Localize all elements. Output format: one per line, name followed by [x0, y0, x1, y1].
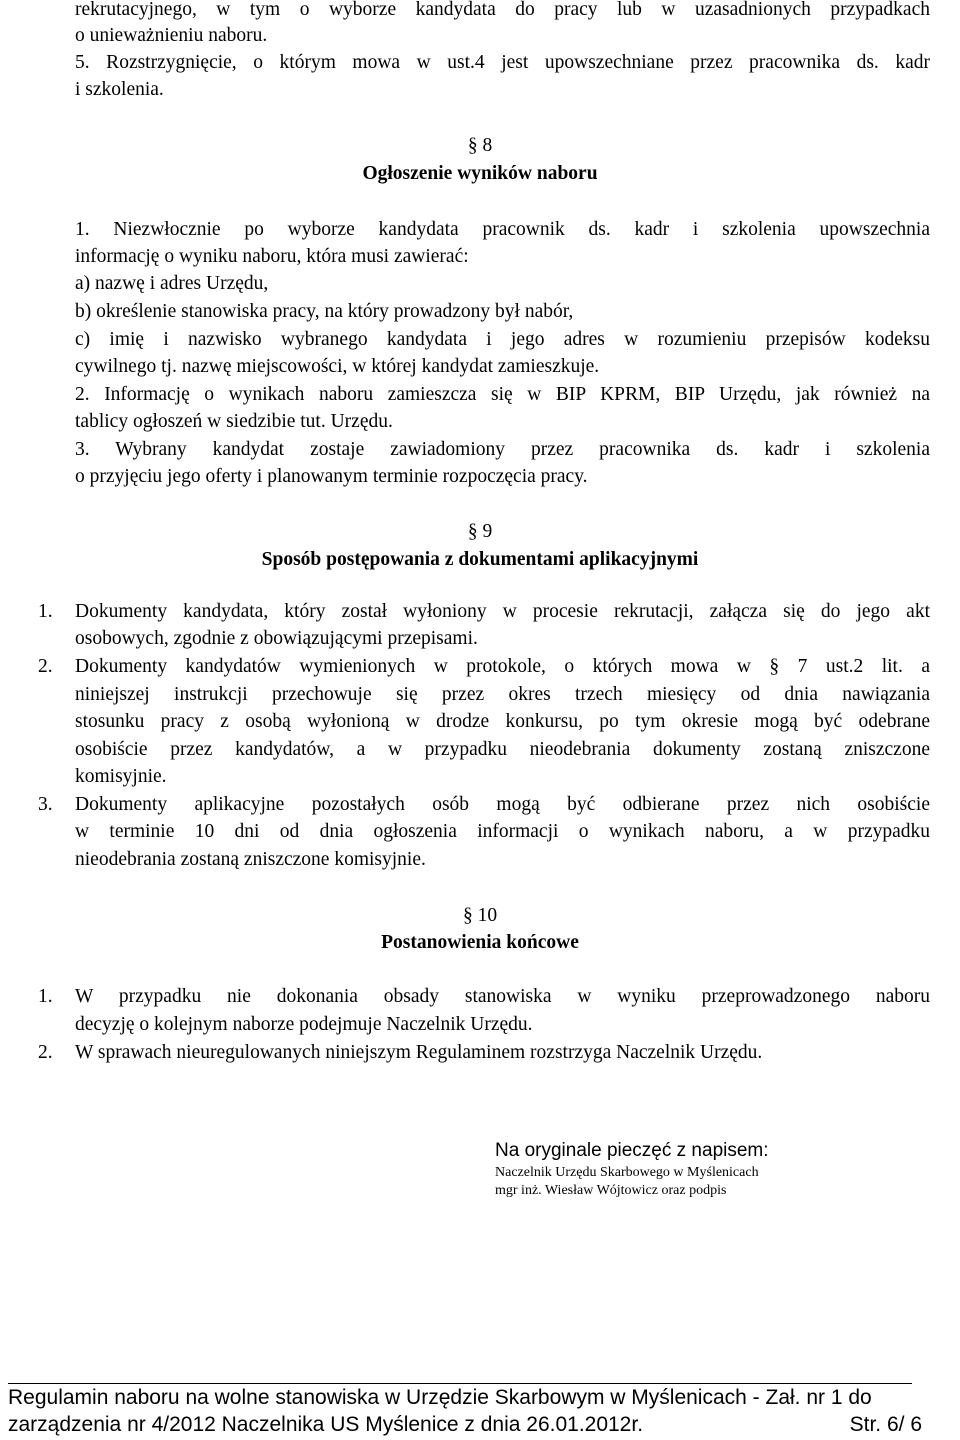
s8-line-2: informację o wyniku naboru, która musi zawierać: — [75, 246, 469, 267]
intro-line-4: i szkolenia. — [75, 79, 164, 100]
s9-item-2-line-3: stosunku pracy z osobą wyłonioną w drodze konkursu, po tym okresie mogą być odebrane — [75, 711, 930, 732]
intro-line-2: o unieważnieniu naboru. — [75, 25, 268, 46]
section-8-title: Ogłoszenie wyników naboru — [362, 163, 598, 184]
s9-item-2-number: 2. — [38, 656, 53, 677]
section-10-title: Postanowienia końcowe — [381, 932, 579, 953]
s8-line-5: c) imię i nazwisko wybranego kandydata i jego adres w rozumieniu przepisów kodeksu — [75, 329, 930, 350]
s8-line-6: cywilnego tj. nazwę miejscowości, w której kandydat zamieszkuje. — [75, 356, 600, 377]
s9-item-1-line-1: Dokumenty kandydata, który został wyłoniony w procesie rekrutacji, załącza się do jego akt — [75, 601, 930, 622]
s8-line-3: a) nazwę i adres Urzędu, — [75, 273, 269, 294]
section-8-number: § 8 — [467, 135, 493, 156]
s10-item-1-line-2: decyzję o kolejnym naborze podejmuje Naczelnik Urzędu. — [75, 1014, 533, 1035]
stamp-line-2: mgr inż. Wiesław Wójtowicz oraz podpis — [495, 1183, 727, 1198]
s10-item-1-line-1: W przypadku nie dokonania obsady stanowiska w wyniku przeprowadzonego naboru — [75, 986, 930, 1007]
s8-line-7: 2. Informację o wynikach naboru zamieszcza się w BIP KPRM, BIP Urzędu, jak również na — [75, 384, 930, 405]
section-9-number: § 9 — [467, 521, 493, 542]
s10-item-1-number: 1. — [38, 986, 53, 1007]
s8-line-4: b) określenie stanowiska pracy, na który prowadzony był nabór, — [75, 301, 574, 322]
s10-item-2-line-1: W sprawach nieuregulowanych niniejszym Regulaminem rozstrzyga Naczelnik Urzędu. — [75, 1042, 763, 1063]
s8-line-8: tablicy ogłoszeń w siedzibie tut. Urzędu. — [75, 411, 393, 432]
s8-line-10: o przyjęciu jego oferty i planowanym terminie rozpoczęcia pracy. — [75, 466, 588, 487]
s9-item-3-line-2: w terminie 10 dni od dnia ogłoszenia informacji o wynikach naboru, a w przypadku — [75, 821, 930, 842]
s9-item-1-line-2: osobowych, zgodnie z obowiązującymi przepisami. — [75, 628, 478, 649]
s9-item-3-number: 3. — [38, 794, 53, 815]
footer-page-number: Str. 6/ 6 — [849, 1413, 922, 1436]
footer-line-2: zarządzenia nr 4/2012 Naczelnika US Myślenice z dnia 26.01.2012r. — [8, 1413, 644, 1436]
s9-item-2-line-4: osobiście przez kandydatów, a w przypadku nieodebrania dokumenty zostaną zniszczone — [75, 739, 930, 760]
stamp-heading: Na oryginale pieczęć z napisem: — [495, 1140, 769, 1161]
stamp-line-1: Naczelnik Urzędu Skarbowego w Myślenicach — [495, 1165, 759, 1180]
s9-item-2-line-5: komisyjnie. — [75, 766, 167, 787]
intro-line-1: rekrutacyjnego, w tym o wyborze kandydata do pracy lub w uzasadnionych przypadkach — [75, 0, 930, 20]
footer-line-1: Regulamin naboru na wolne stanowiska w Urzędzie Skarbowym w Myślenicach - Zał. nr 1 do — [8, 1386, 872, 1409]
s8-line-9: 3. Wybrany kandydat zostaje zawiadomiony przez pracownika ds. kadr i szkolenia — [75, 439, 930, 460]
s9-item-3-line-1: Dokumenty aplikacyjne pozostałych osób mogą być odbierane przez nich osobiście — [75, 794, 930, 815]
intro-line-3: 5. Rozstrzygnięcie, o którym mowa w ust.4 jest upowszechniane przez pracownika ds. kadr — [75, 52, 930, 73]
s8-line-1: 1. Niezwłocznie po wyborze kandydata pracownik ds. kadr i szkolenia upowszechnia — [75, 219, 930, 240]
s9-item-2-line-2: niniejszej instrukcji przechowuje się przez okres trzech miesięcy od dnia nawiązania — [75, 684, 930, 705]
s9-item-3-line-3: nieodebrania zostaną zniszczone komisyjnie. — [75, 849, 426, 870]
section-9-title: Sposób postępowania z dokumentami aplikacyjnymi — [261, 549, 699, 570]
s9-item-2-line-1: Dokumenty kandydatów wymienionych w protokole, o których mowa w § 7 ust.2 lit. a — [75, 656, 930, 677]
s9-item-1-number: 1. — [38, 601, 53, 622]
section-10-number: § 10 — [462, 905, 498, 926]
s10-item-2-number: 2. — [38, 1042, 53, 1063]
